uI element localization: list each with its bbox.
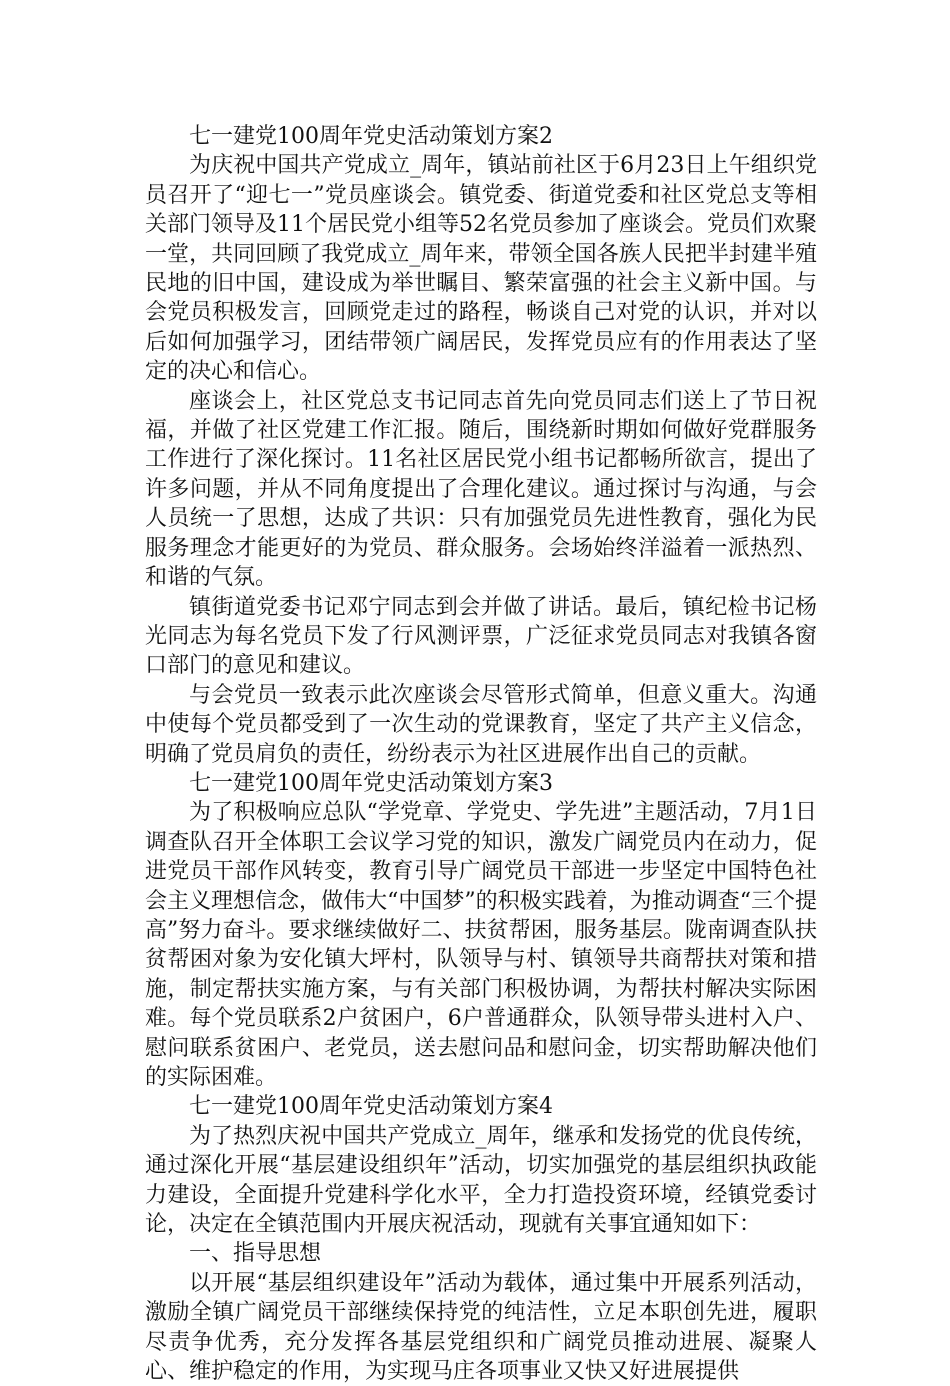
body-paragraph: 镇街道党委书记邓宁同志到会并做了讲话。最后，镇纪检书记杨光同志为每名党员下发了行风测评票，广泛征求党员同志对我镇各窗口部门的意见和建议。 <box>145 594 817 679</box>
body-paragraph: 为庆祝中国共产党成立_周年，镇站前社区于6月23日上午组织党员召开了“迎七一”党员座谈会。镇党委、街道党委和社区党总支等相关部门领导及11个居民党小组等52名党员参加了座谈会。党员们欢聚一堂，共同回顾了我党成立_周年来，带领全国各族人民把半封建半殖民地的旧中国，建设成为举世瞩目、繁荣富强的社会主义新中国。与会党员积极发言，回顾党走过的路程，畅谈自己对党的认识，并对以后如何加强学习，团结带领广阔居民，发挥党员应有的作用表达了坚定的决心和信心。 <box>145 153 817 385</box>
section-heading-plan-2: 七一建党100周年党史活动策划方案2 <box>189 124 553 149</box>
section-heading-plan-3: 七一建党100周年党史活动策划方案3 <box>189 770 553 796</box>
body-paragraph: 以开展“基层组织建设年”活动为载体，通过集中开展系列活动，激励全镇广阔党员干部继续保持党的纯洁性，立足本职创先进，履职尽责争优秀，充分发挥各基层党组织和广阔党员推动进展、凝聚人心、维护稳定的作用，为实现马庄各项事业又快又好进展提供 <box>145 1270 817 1385</box>
document-page <box>145 122 817 1386</box>
body-paragraph: 座谈会上，社区党总支书记同志首先向党员同志们送上了节日祝福，并做了社区党建工作汇报。随后，围绕新时期如何做好党群服务工作进行了深化探讨。11名社区居民党小组书记都畅所欲言，提出了许多问题，并从不同角度提出了合理化建议。通过探讨与沟通，与会人员统一了思想，达成了共识：只有加强党员先进性教育，强化为民服务理念才能更好的为党员、群众服务。会场始终洋溢着一派热烈、和谐的气氛。 <box>145 388 817 591</box>
body-paragraph: 为了积极响应总队“学党章、学党史、学先进”主题活动，7月1日调查队召开全体职工会议学习党的知识，激发广阔党员内在动力，促进党员干部作风转变，教育引导广阔党员干部进一步坚定中国特色社会主义理想信念，做伟大“中国梦”的积极实践着，为推动调查“三个提高”努力奋斗。要求继续做好二、扶贫帮困，服务基层。陇南调查队扶贫帮困对象为安化镇大坪村，队领导与村、镇领导共商帮扶对策和措施，制定帮扶实施方案，与有关部门积极协调，为帮扶村解决实际困难。每个党员联系2户贫困户，6户普通群众，队领导带头进村入户、慰问联系贫困户、老党员，送去慰问品和慰问金，切实帮助解决他们的实际困难。 <box>145 800 817 1090</box>
body-paragraph: 为了热烈庆祝中国共产党成立_周年，继承和发扬党的优良传统，通过深化开展“基层建设组织年”活动，切实加强党的基层组织执政能力建设，全面提升党建科学化水平，全力打造投资环境，经镇党委讨论，决定在全镇范围内开展庆祝活动，现就有关事宜通知如下： <box>145 1123 817 1238</box>
section-heading-plan-4: 七一建党100周年党史活动策划方案4 <box>189 1094 553 1120</box>
subheading-guiding-ideology: 一、指导思想 <box>189 1241 322 1267</box>
body-paragraph: 与会党员一致表示此次座谈会尽管形式简单，但意义重大。沟通中使每个党员都受到了一次生动的党课教育，坚定了共产主义信念，明确了党员肩负的责任，纷纷表示为社区进展作出自己的贡献。 <box>145 682 817 767</box>
